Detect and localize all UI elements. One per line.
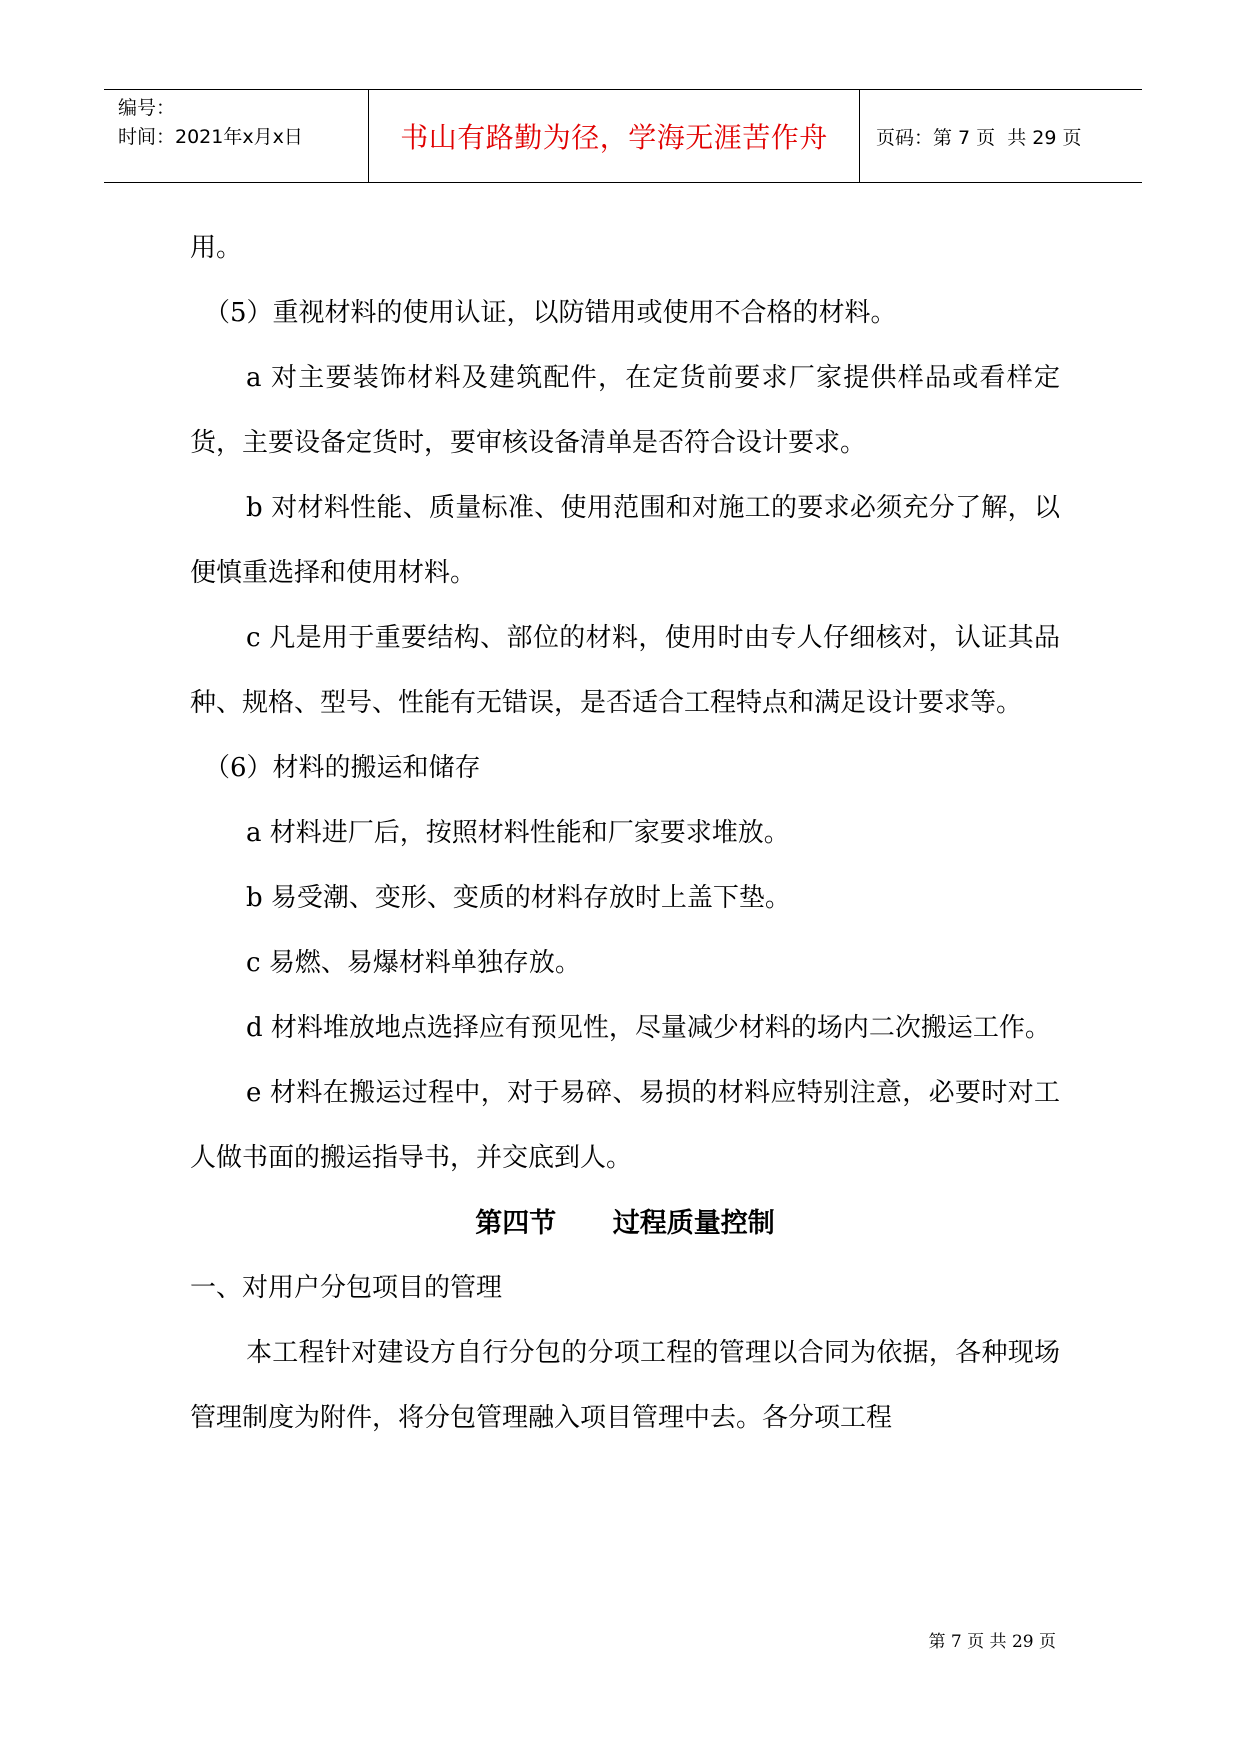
document-time-label: 时间：2021年x月x日 — [118, 126, 303, 148]
page-header — [104, 89, 1142, 183]
paragraph: d 材料堆放地点选择应有预见性，尽量减少材料的场内二次搬运工作。 — [246, 1013, 1051, 1043]
paragraph: c 易燃、易爆材料单独存放。 — [246, 948, 581, 978]
paragraph: c 凡是用于重要结构、部位的材料，使用时由专人仔细核对，认证其品种、规格、型号、性能有无错误，是否适合工程特点和满足设计要求等。 — [190, 623, 1060, 718]
header-meta — [118, 94, 368, 152]
subheading: 一、对用户分包项目的管理 — [190, 1273, 503, 1303]
header-divider-left — [368, 90, 369, 182]
document-number-label: 编号： — [118, 97, 176, 119]
header-motto: 书山有路勤为径，学海无涯苦作舟 — [400, 121, 828, 154]
paragraph: 本工程针对建设方自行分包的分项工程的管理以合同为依据，各种现场管理制度为附件，将分包管理融入项目管理中去。各分项工程 — [190, 1338, 1060, 1433]
paragraph: （6）材料的搬运和储存 — [204, 753, 481, 783]
paragraph: e 材料在搬运过程中，对于易碎、易损的材料应特别注意，必要时对工人做书面的搬运指导书，并交底到人。 — [190, 1078, 1060, 1173]
header-page-info: 页码：第 7 页 共 29 页 — [876, 126, 1082, 149]
page-footer: 第 7 页 共 29 页 — [928, 1632, 1056, 1652]
section-heading: 第四节 过程质量控制 — [475, 1208, 775, 1239]
document-body — [190, 216, 1060, 1451]
paragraph: b 易受潮、变形、变质的材料存放时上盖下垫。 — [246, 883, 791, 913]
paragraph: a 对主要装饰材料及建筑配件，在定货前要求厂家提供样品或看样定货，主要设备定货时，要审核设备清单是否符合设计要求。 — [190, 363, 1060, 458]
paragraph: （5）重视材料的使用认证，以防错用或使用不合格的材料。 — [204, 298, 897, 328]
header-divider-right — [859, 90, 860, 182]
paragraph: a 材料进厂后，按照材料性能和厂家要求堆放。 — [246, 818, 790, 848]
paragraph: 用。 — [190, 233, 243, 263]
paragraph: b 对材料性能、质量标准、使用范围和对施工的要求必须充分了解，以便慎重选择和使用材料。 — [190, 493, 1060, 588]
